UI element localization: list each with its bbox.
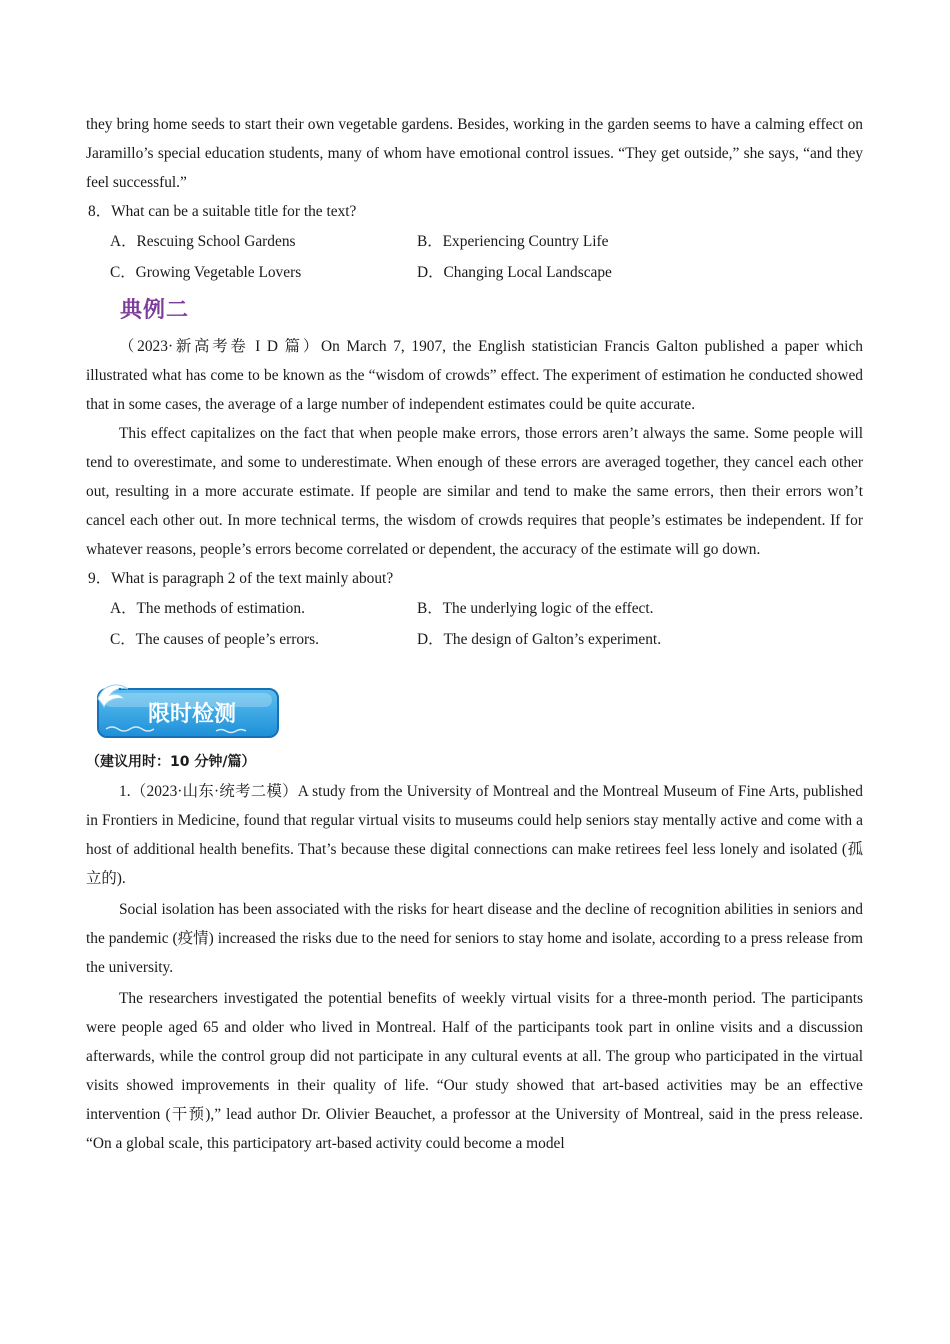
example-2-paragraph-2: This effect capitalizes on the fact that when people make errors, those errors aren’t always the same. Some people will tend to overestimate, and some to underestimate. When enough of these errors are averaged together, they cancel each other out, resulting in a more accurate estimate. If people are similar and tend to make the same errors, then their errors won’t cancel each other out. In more technical terms, the wisdom of crowds requires that people’s estimates be independent. If for whatever reasons, people’s errors become correlated or dependent, the accuracy of the estimate will go down. — [86, 425, 863, 558]
timed-test-banner-graphic — [96, 683, 280, 739]
question-8-option-a[interactable]: A．Rescuing School Gardens — [110, 233, 296, 250]
question-8-stem: 8．What can be a suitable title for the text? — [88, 203, 357, 220]
passage-1-paragraph-3: The researchers investigated the potential benefits of weekly virtual visits for a three-month period. The participants were people aged 65 and older who lived in Montreal. Half of the participants took part in online visits and a discussion afterwards, while the control group did not participate in any cultural events at all. The group who participated in the virtual visits showed improvements in their quality of life. “Our study showed that art-based activities may be an effective intervention (干预),” lead author Dr. Olivier Beauchet, a professor at the University of Montreal, said in the press release. “On a global scale, this participatory art-based activity could become a model — [86, 990, 863, 1152]
question-8-options-row-1 — [86, 226, 863, 257]
suggested-time-hint: （建议用时：10 分钟/篇） — [86, 754, 256, 770]
timed-test-banner-label: 限时检测 — [147, 702, 237, 727]
example-2-paragraph-1: （2023·新高考卷 I D 篇）On March 7, 1907, the English statistician Francis Galton published a paper which illustrated what has come to be known as the “wisdom of crowds” effect. The experiment of estimation he conducted showed that in some cases, the average of a large number of independent estimates could be quite accurate. — [86, 338, 863, 413]
question-9-stem: 9．What is paragraph 2 of the text mainly about? — [88, 570, 394, 587]
question-8-option-c[interactable]: C．Growing Vegetable Lovers — [110, 264, 302, 281]
question-8-options-row-2 — [86, 257, 863, 288]
example-2-heading: 典例二 — [120, 298, 190, 323]
question-9-option-b[interactable]: B．The underlying logic of the effect. — [417, 600, 654, 617]
passage-1-paragraph-2: Social isolation has been associated with the risks for heart disease and the decline of recognition abilities in seniors and the pandemic (疫情) increased the risks due to the need for seniors to stay home and isolate, according to a press release from the university. — [86, 901, 863, 976]
intro-paragraph: they bring home seeds to start their own vegetable gardens. Besides, working in the garden seems to have a calming effect on Jaramillo’s special education students, many of whom have emotional control issues. “They get outside,” she says, “and they feel successful.” — [86, 116, 863, 191]
timed-test-banner — [88, 655, 863, 751]
question-9-option-a[interactable]: A．The methods of estimation. — [110, 600, 305, 617]
question-9-option-c[interactable]: C．The causes of people’s errors. — [110, 631, 319, 648]
question-9-options-row-1 — [86, 593, 863, 624]
question-9-options-row-2 — [86, 624, 863, 655]
document-page — [86, 110, 863, 1158]
question-8-option-b[interactable]: B．Experiencing Country Life — [417, 233, 609, 250]
passage-1-paragraph-1: 1.（2023·山东·统考二模）A study from the University of Montreal and the Montreal Museum of Fine Arts, published in Frontiers in Medicine, found that regular virtual visits to museums could help seniors stay mentally active and come with a host of additional health benefits. That’s because these digital connections can make retirees feel less lonely and isolated (孤立的). — [86, 783, 863, 887]
question-9-option-d[interactable]: D．The design of Galton’s experiment. — [417, 631, 662, 648]
question-8-option-d[interactable]: D．Changing Local Landscape — [417, 264, 612, 281]
